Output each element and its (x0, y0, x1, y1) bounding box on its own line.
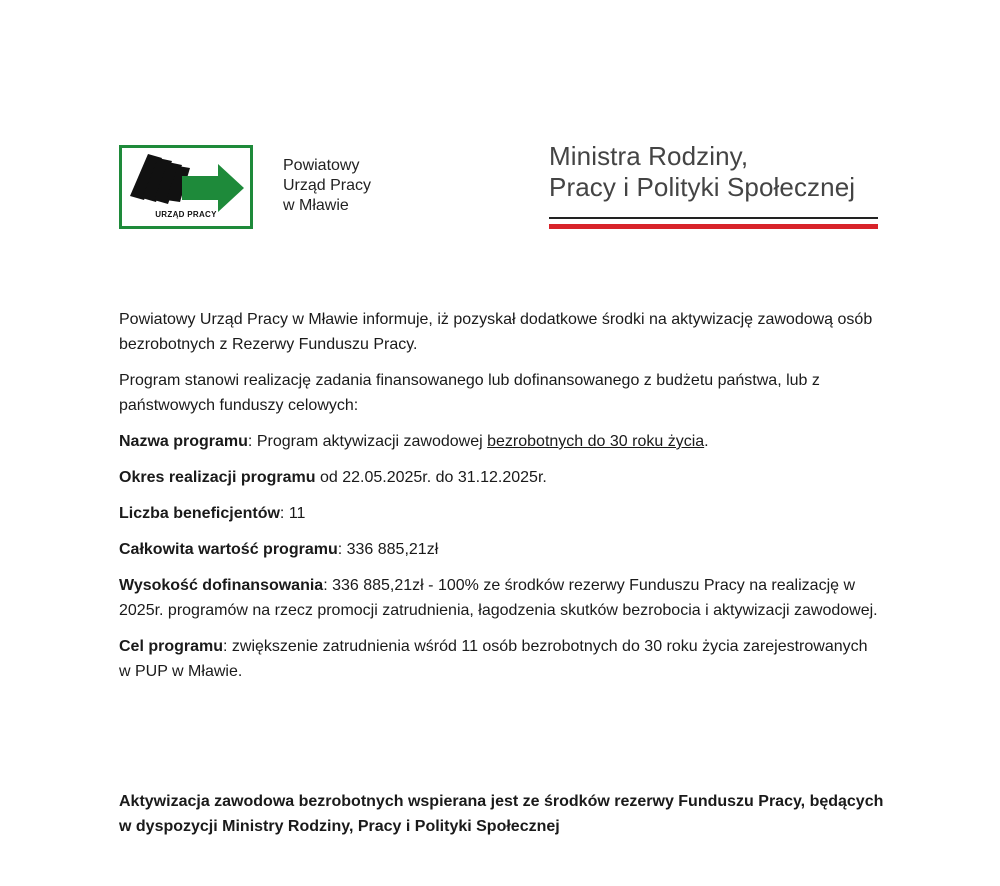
program-name-suffix: . (704, 433, 709, 450)
beneficiaries-value: : 11 (279, 505, 306, 522)
ministry-red-bar (549, 224, 878, 229)
intro-paragraph: Program stanowi realizację zadania finansowanego lub dofinansowanego z budżetu państwa, lub z państwowych funduszy celowych: (119, 372, 820, 414)
ministry-black-bar (549, 217, 878, 219)
beneficiaries-label: Liczba beneficjentów (119, 505, 280, 522)
period-label: Okres realizacji programu (119, 469, 316, 486)
goal-label: Cel programu (119, 638, 224, 655)
office-name-line: Powiatowy (283, 157, 360, 174)
beneficiaries-line (119, 501, 879, 526)
program-name-underlined: bezrobotnych do 30 roku życia (487, 433, 705, 450)
ministry-line: Ministra Rodziny, (549, 141, 749, 171)
program-name-label: Nazwa programu (119, 433, 248, 450)
logo-caption: URZĄD PRACY (155, 210, 217, 219)
ministry-logo (549, 141, 855, 203)
total-label: Całkowita wartość programu (119, 541, 338, 558)
funding-line (119, 573, 879, 623)
goal-line (119, 634, 879, 684)
total-line (119, 537, 879, 562)
intro-paragraph: Powiatowy Urząd Pracy w Mławie informuje, iż pozyskał dodatkowe środki na aktywizację zawodową osób bezrobotnych z Rezerwy Funduszu Pracy. (119, 311, 873, 353)
period-value: od 22.05.2025r. do 31.12.2025r. (315, 469, 547, 486)
office-name-line: Urząd Pracy (283, 177, 372, 194)
office-name (283, 156, 371, 216)
program-name-line (119, 429, 879, 454)
funding-label: Wysokość dofinansowania (119, 577, 324, 594)
office-name-line: w Mławie (283, 197, 349, 214)
period-line (119, 465, 879, 490)
funding-footnote: Aktywizacja zawodowa bezrobotnych wspierana jest ze środków rezerwy Funduszu Pracy, będących w dyspozycji Ministry Rodziny, Pracy i Polityki Społecznej (119, 793, 884, 835)
ministry-line: Pracy i Polityki Społecznej (549, 172, 856, 202)
announcement-body (119, 307, 879, 695)
urzad-pracy-logo (119, 145, 253, 229)
total-value: : 336 885,21zł (337, 541, 439, 558)
funding-value: : 336 885,21zł - 100% ze środków rezerwy Funduszu Pracy na realizację w 2025r. programów na rzecz promocji zatrudnienia, łagodzenia skutków bezrobocia i aktywizacji zawodowej. (119, 577, 878, 619)
goal-value: : zwiększenie zatrudnienia wśród 11 osób bezrobotnych do 30 roku życia zarejestrowanych w PUP w Mławie. (119, 638, 868, 680)
ministry-flag-bars (549, 217, 878, 229)
program-name-prefix: : Program aktywizacji zawodowej (247, 433, 488, 450)
